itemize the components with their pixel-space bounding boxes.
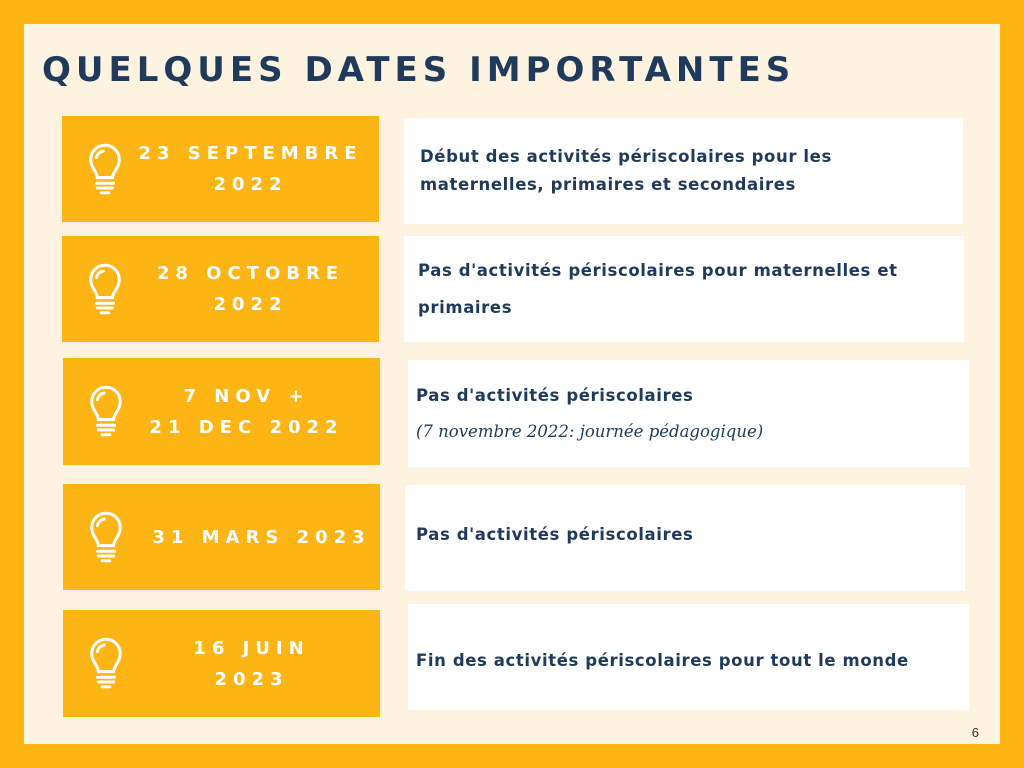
date-box (63, 484, 380, 590)
date-line: 7 NOV + (183, 385, 310, 407)
date-line: 2023 (214, 668, 289, 690)
event-description (404, 236, 964, 342)
lightbulb-icon (86, 143, 124, 195)
date-box (62, 236, 379, 342)
event-description (408, 360, 969, 467)
description-text: Pas d'activités périscolaires (416, 525, 694, 544)
date-line: 2022 (213, 174, 288, 195)
page-number: 6 (971, 725, 979, 740)
event-description (408, 604, 969, 710)
event-date (143, 484, 380, 590)
date-line: 21 DEC 2022 (149, 416, 344, 438)
lightbulb-icon (87, 511, 125, 563)
lightbulb-icon (87, 637, 125, 689)
description-note: (7 novembre 2022: journée pédagogique) (416, 421, 764, 441)
date-box (63, 610, 380, 717)
date-box (62, 116, 379, 222)
event-date (132, 116, 369, 222)
description-text: Fin des activités périscolaires pour tout le monde (416, 651, 909, 670)
event-date (132, 236, 369, 342)
date-line: 2022 (213, 294, 288, 315)
lightbulb-icon (87, 385, 125, 437)
event-date (133, 610, 370, 717)
event-description (405, 485, 965, 591)
event-date (123, 358, 370, 465)
date-line: 23 SEPTEMBRE (138, 143, 363, 164)
lightbulb-icon (86, 263, 124, 315)
date-line: 31 MARS 2023 (152, 526, 371, 548)
date-box (63, 358, 380, 465)
date-line: 16 JUIN (193, 637, 310, 659)
description-text: Pas d'activités périscolaires pour maternelles et primaires (418, 261, 898, 317)
description-text: Pas d'activités périscolaires (416, 385, 694, 405)
event-description (404, 118, 963, 224)
page-title: QUELQUES DATES IMPORTANTES (42, 50, 796, 90)
description-text: Début des activités périscolaires pour les maternelles, primaires et secondaires (420, 147, 832, 194)
date-line: 28 OCTOBRE (156, 263, 345, 284)
